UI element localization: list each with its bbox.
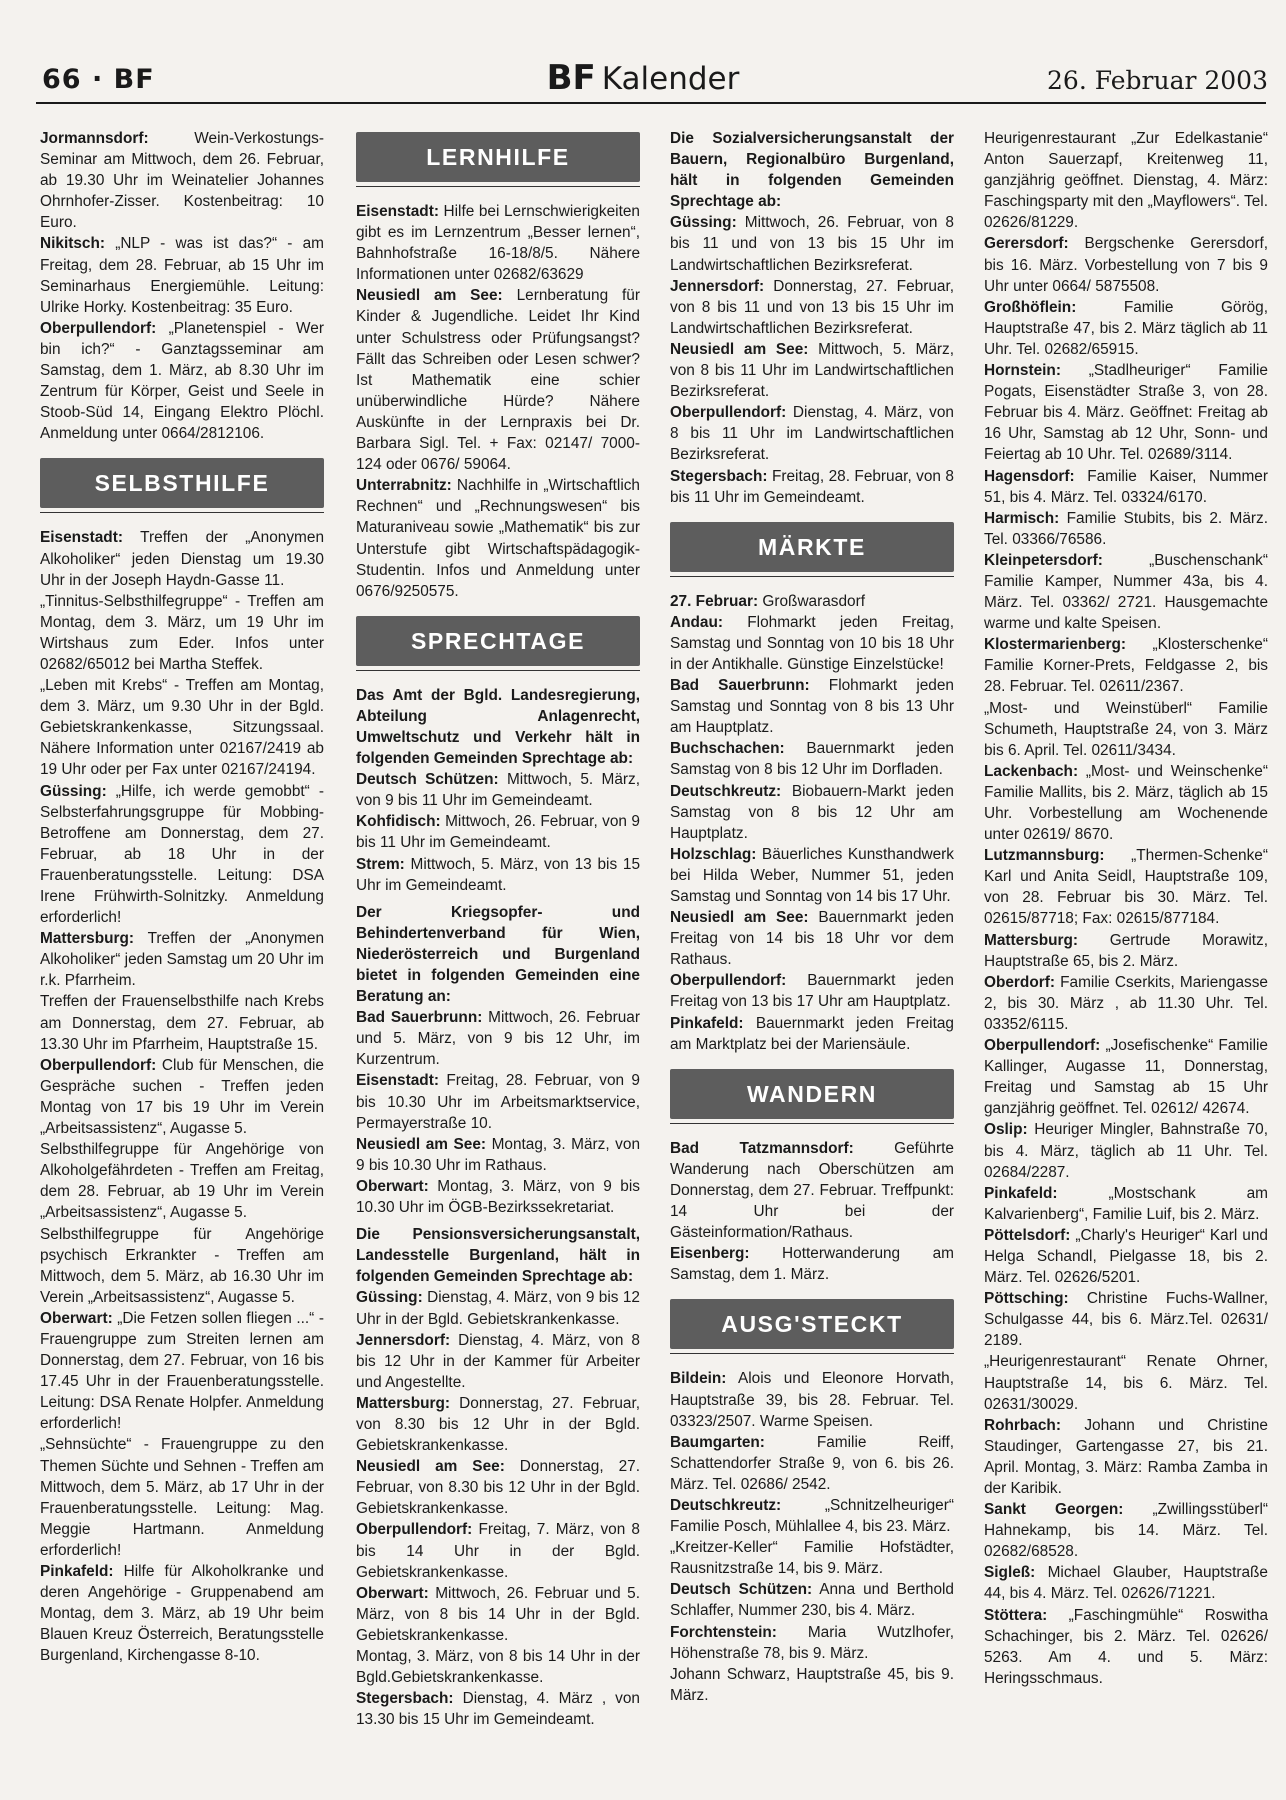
column-4 bbox=[984, 128, 1268, 1768]
entry bbox=[670, 612, 954, 675]
section-header-lernhilfe bbox=[356, 132, 640, 187]
entry bbox=[670, 1664, 954, 1706]
entry-place: Oslip: bbox=[984, 1121, 1028, 1139]
entry-place: Oberpullendorf: bbox=[984, 1037, 1101, 1055]
entry-place: Klostermarienberg: bbox=[984, 636, 1126, 654]
entry-place: Rohrbach: bbox=[984, 1416, 1061, 1434]
entry-place: Unterrabnitz: bbox=[356, 477, 452, 495]
entry bbox=[356, 201, 640, 285]
sprechtage-intro: Das Amt der Bgld. Landesregierung, Abteilung Anlagenrecht, Umweltschutz und Verkehr hält in folgenden Gemeinden Sprechtage ab: bbox=[356, 686, 640, 768]
entry bbox=[984, 1225, 1268, 1288]
section-rule bbox=[356, 186, 640, 187]
entry-place: Bad Tatzmannsdorf: bbox=[670, 1139, 854, 1157]
entry bbox=[356, 1330, 640, 1393]
entry bbox=[356, 1393, 640, 1456]
entry bbox=[670, 844, 954, 907]
entry bbox=[670, 970, 954, 1012]
entry bbox=[356, 1583, 640, 1646]
entry bbox=[984, 360, 1268, 465]
section-header-sprechtage bbox=[356, 616, 640, 671]
entry-place: Kleinpetersdorf: bbox=[984, 551, 1103, 569]
entry bbox=[984, 1288, 1268, 1351]
entry-text: „Die Fetzen sollen fliegen ...“ - Frauengruppe zum Streiten lernen am Donnerstag, dem 27. Februar, von 16 bis 17.45 Uhr in der Frauenberatungsstelle. Leitung: DSA Renate Holpfer. Anmeldung erforderlich! bbox=[40, 1309, 324, 1433]
entry bbox=[984, 128, 1268, 233]
entry-place: Oberpullendorf: bbox=[670, 972, 787, 990]
entry-place: Lackenbach: bbox=[984, 762, 1079, 780]
entry bbox=[40, 318, 324, 445]
column-1 bbox=[40, 128, 324, 1768]
entry-text: „Most- und Weinschenke“ Familie Mallits, bis 2. März, täglich ab 15 Uhr. Vorbestellung am Wochenende unter 02619/ 8670. bbox=[984, 762, 1268, 844]
entry-text: Dienstag, 4. März , von 13.30 bis 15 Uhr im Gemeindeamt. bbox=[356, 1690, 640, 1729]
entry bbox=[40, 1308, 324, 1435]
entry-place: Deutschkreutz: bbox=[670, 1496, 782, 1514]
entries-sprechtage-3 bbox=[356, 1287, 640, 1730]
entry-text: „Planetenspiel - Wer bin ich?“ - Ganztagsseminar am Samstag, dem 1. März, ab 8.30 Uhr im Zentrum für Körper, Geist und Seele in Stoob-Süd 14, Eingang Elektro Plöchl. Anmeldung unter 0664/2812106. bbox=[40, 319, 324, 443]
section-header-ausgsteckt bbox=[670, 1299, 954, 1354]
entry-text: Familie Görög, Hauptstraße 47, bis 2. März täglich ab 11 Uhr. Tel. 02682/65915. bbox=[984, 298, 1268, 358]
entry bbox=[670, 466, 954, 508]
entry-text: Hilfe bei Lernschwierigkeiten gibt es im Lernzentrum „Besser lernen“, Bahnhofstraße 16-18/8/5. Nähere Informationen unter 02682/63629 bbox=[356, 203, 640, 284]
entry-text: Christine Fuchs-Wallner, Schulgasse 44, bis 6. März.Tel. 02631/ 2189. bbox=[984, 1290, 1268, 1350]
entry-place: Eisenstadt: bbox=[356, 203, 439, 220]
entry-text: „Mostschank am Kalvarienberg“, Familie Luif, bis 2. März. bbox=[984, 1184, 1268, 1223]
entry bbox=[670, 276, 954, 339]
issue-date: 26. Februar 2003 bbox=[1047, 66, 1268, 95]
entry-place: Hagensdorf: bbox=[984, 467, 1075, 485]
entry-text: Bergschenke Gerersdorf, bis 16. März. Vorbestellung von 7 bis 9 Uhr unter 0664/ 5875508. bbox=[984, 235, 1268, 295]
entry-place: Neusiedl am See: bbox=[356, 287, 503, 305]
entry bbox=[356, 1134, 640, 1176]
entry-text: Michael Glauber, Hauptstraße 44, bis 4. März. Tel. 02626/71221. bbox=[984, 1564, 1268, 1603]
entry bbox=[670, 1368, 954, 1431]
page-number: 66 · BF bbox=[42, 64, 155, 95]
entry-text: „Faschingmühle“ Roswitha Schachinger, bis 2. März. Tel. 02626/ 5263. Am 4. und 5. März: Heringsschmaus. bbox=[984, 1606, 1268, 1687]
entry bbox=[984, 297, 1268, 360]
entry-text: Dienstag, 4. März, von 8 bis 11 Uhr im Landwirtschaftlichen Bezirksreferat. bbox=[670, 404, 954, 464]
sprechtage-intro: Die Sozialversicherungsanstalt der Bauern, Regionalbüro Burgenland, hält in folgenden Gemeinden Sprechtage ab: bbox=[670, 130, 954, 211]
title-text: Kalender bbox=[601, 61, 740, 97]
entry-place: Güssing: bbox=[40, 782, 107, 800]
entry-place: Oberwart: bbox=[356, 1177, 429, 1195]
entry-text: Donnerstag, 27. Februar, von 8.30 bis 12 Uhr in der Bgld. Gebietskrankenkasse. bbox=[356, 1394, 640, 1455]
entry-place: Buchschachen: bbox=[670, 740, 785, 758]
entry-text: Mittwoch, 26. Februar, von 9 bis 11 Uhr im Gemeindeamt. bbox=[356, 813, 640, 852]
entry bbox=[984, 634, 1268, 697]
entry bbox=[984, 550, 1268, 634]
entry-text: Treffen der „Anonymen Alkoholiker“ jeden Samstag um 20 Uhr im r.k. Pfarrheim. bbox=[40, 930, 324, 990]
entry-place: Jennersdorf: bbox=[670, 277, 765, 295]
entry-place: Hornstein: bbox=[984, 362, 1061, 380]
entry bbox=[40, 928, 324, 991]
entry bbox=[670, 1013, 954, 1055]
entry-text: Bauernmarkt jeden Freitag von 14 bis 18 Uhr vor dem Rathaus. bbox=[670, 909, 954, 969]
entry-text: Mittwoch, 26. Februar und 5. März, von 9 bis 12 Uhr, im Kurzentrum. bbox=[356, 1009, 640, 1069]
section-title: LERNHILFE bbox=[356, 132, 640, 182]
entries-ausgsteckt-b bbox=[984, 128, 1268, 1689]
entry bbox=[984, 1499, 1268, 1562]
section-rule bbox=[356, 670, 640, 671]
entry-text: „Tinnitus-Selbsthilfegruppe“ - Treffen am Montag, dem 3. März, um 19 Uhr im Wirtshaus zum Eder. Infos unter 02682/65012 bei Martha Steffek. bbox=[40, 592, 324, 673]
entry-text: Donnerstag, 27. Februar, von 8 bis 11 und von 13 bis 15 Uhr im Landwirtschaftlichen Bezirksreferat. bbox=[670, 277, 954, 337]
entry bbox=[356, 1070, 640, 1133]
entry bbox=[670, 781, 954, 844]
entry-place: Bad Sauerbrunn: bbox=[356, 1009, 483, 1027]
entry-text: „Josefischenke“ Familie Kallinger, Augasse 11, Donnerstag, Freitag und Samstag ab 15 Uhr ganzjährig geöffnet. Tel. 02612/ 42674. bbox=[984, 1037, 1268, 1118]
entry-place: Eisenstadt: bbox=[356, 1072, 439, 1090]
entry-text: „Kreitzer-Keller“ Familie Hofstädter, Rausnitzstraße 14, bis 9. März. bbox=[670, 1539, 954, 1578]
entry-text: „Leben mit Krebs“ - Treffen am Montag, dem 3. März, um 9.30 Uhr in der Bgld. Gebietskrankenkasse, Sitzungssaal. Nähere Information unter 02167/2419 ab 19 Uhr oder per Fax unter 02167/24194. bbox=[40, 677, 324, 779]
entry-place: Stöttera: bbox=[984, 1606, 1048, 1624]
entry bbox=[40, 1434, 324, 1561]
entry-text: Flohmarkt jeden Freitag, Samstag und Sonntag von 10 bis 18 Uhr in der Antikhalle. Günstige Einzelstücke! bbox=[670, 613, 954, 673]
entry bbox=[40, 1055, 324, 1139]
entry-place: Oberwart: bbox=[40, 1309, 113, 1327]
entry bbox=[356, 811, 640, 853]
entry-text: „Stadlheuriger“ Familie Pogats, Eisenstädter Straße 3, von 28. Februar bis 4. März. Geöffnet: Freitag ab 16 Uhr, Samstag ab 12 Uhr, Sonn- und Feiertag ab 10 Uhr. Tel. 02689/3114. bbox=[984, 362, 1268, 464]
entry bbox=[356, 1287, 640, 1329]
brand-logo: BF bbox=[546, 58, 596, 98]
entries-sprechtage-1 bbox=[356, 769, 640, 896]
entry-text: Bäuerliches Kunsthandwerk bei Hilda Weber, Nummer 51, jeden Samstag und Sonntag von 14 bis 17 Uhr. bbox=[670, 845, 954, 905]
entry-text: Gertrude Morawitz, Hauptstraße 65, bis 2. März. bbox=[984, 931, 1268, 970]
entry-place: Mattersburg: bbox=[984, 931, 1079, 949]
entry-text: Freitag, 28. Februar, von 8 bis 11 Uhr im Gemeindeamt. bbox=[670, 467, 954, 506]
entry-text: Montag, 3. März, von 9 bis 10.30 Uhr im ÖGB-Bezirkssekretariat. bbox=[356, 1177, 640, 1217]
section-header-wandern bbox=[670, 1069, 954, 1124]
entry-place: Großhöflein: bbox=[984, 298, 1077, 316]
entry-text: Freitag, 7. März, von 8 bis 14 Uhr in der Bgld. Gebietskrankenkasse. bbox=[356, 1521, 640, 1581]
entry-place: Oberpullendorf: bbox=[670, 404, 787, 422]
entry-text: Heuriger Mingler, Bahnstraße 70, bis 4. März, täglich ab 11 Uhr. Tel. 02684/2287. bbox=[984, 1121, 1268, 1181]
entries-sprechtage-4 bbox=[670, 212, 954, 507]
section-title: SPRECHTAGE bbox=[356, 616, 640, 666]
entry-text: Heurigenrestaurant „Zur Edelkastanie“ Anton Sauerzapf, Kreitenweg 11, ganzjährig geöffnet. Dienstag, 4. März: Faschingsparty mit den „Mayflowers“. Tel. 02626/81229. bbox=[984, 130, 1268, 232]
entry-place: Sigleß: bbox=[984, 1564, 1036, 1582]
entry bbox=[670, 212, 954, 275]
entry-place: Jennersdorf: bbox=[356, 1331, 451, 1349]
entry bbox=[984, 845, 1268, 929]
section-rule bbox=[670, 576, 954, 577]
entry-place: Pinkafeld: bbox=[984, 1184, 1058, 1202]
entry-text: Hilfe für Alkoholkranke und deren Angehörige - Gruppenabend am Montag, dem 3. März, ab 19 Uhr beim Blauen Kreuz Österreich, Beratungsstelle Burgenland, Kirchengasse 8-10. bbox=[40, 1563, 324, 1665]
entry bbox=[670, 738, 954, 780]
entry bbox=[984, 1119, 1268, 1182]
entry-text: Freitag, 28. Februar, von 9 bis 10.30 Uhr im Arbeitsmarktservice, Permayerstraße 10. bbox=[356, 1072, 640, 1132]
entries-selbsthilfe bbox=[40, 527, 324, 1666]
entry-text: Mittwoch, 5. März, von 13 bis 15 Uhr im Gemeindeamt. bbox=[356, 855, 640, 894]
entry-place: Eisenberg: bbox=[670, 1245, 750, 1263]
entry-place: Oberwart: bbox=[356, 1584, 429, 1602]
entry-text: Johann Schwarz, Hauptstraße 45, bis 9. März. bbox=[670, 1665, 954, 1704]
entry-text: Hotterwanderung am Samstag, dem 1. März. bbox=[670, 1245, 954, 1284]
entry-place: Holzschlag: bbox=[670, 845, 757, 863]
entry bbox=[984, 1351, 1268, 1414]
entry-place: Strem: bbox=[356, 855, 405, 873]
entry bbox=[670, 1537, 954, 1579]
entry bbox=[670, 1622, 954, 1664]
entry-text: Bauernmarkt jeden Freitag von 13 bis 17 Uhr am Hauptplatz. bbox=[670, 972, 954, 1011]
entries-maerkte bbox=[670, 591, 954, 1055]
entry bbox=[984, 1562, 1268, 1604]
entry-text: „Charly's Heuriger“ Karl und Helga Schandl, Pielgasse 18, bis 2. März. Tel. 02626/5201. bbox=[984, 1226, 1268, 1287]
entry-place: Oberpullendorf: bbox=[40, 1056, 157, 1074]
entry-text: Familie Cserkits, Mariengasse 2, bis 30. März , ab 11.30 Uhr. Tel. 03352/6115. bbox=[984, 973, 1268, 1033]
entry bbox=[356, 1688, 640, 1730]
entry bbox=[40, 1224, 324, 1308]
entry-place: Neusiedl am See: bbox=[356, 1458, 505, 1476]
entry-text: Mittwoch, 5. März, von 8 bis 11 Uhr im Landwirtschaftlichen Bezirksreferat. bbox=[670, 340, 954, 401]
section-rule bbox=[670, 1123, 954, 1124]
entry-text: Treffen der Frauenselbsthilfe nach Krebs am Donnerstag, dem 27. Februar, ab 13.30 Uhr im Pfarrheim, Hauptstraße 15. bbox=[40, 993, 324, 1053]
entry-text: Donnerstag, 27. Februar, von 8.30 bis 12 Uhr in der Bgld. Gebietskrankenkasse. bbox=[356, 1458, 640, 1518]
entry-text: Treffen der „Anonymen Alkoholiker“ jeden Dienstag um 19.30 Uhr in der Joseph Haydn-Gasse 11. bbox=[40, 529, 324, 589]
entry-text: Selbsthilfegruppe für Angehörige psychisch Erkrankter - Treffen am Mittwoch, dem 5. März, ab 16.30 Uhr im Verein „Arbeitsassistenz“, Augasse 5. bbox=[40, 1225, 324, 1306]
entry-text: Großwarasdorf bbox=[758, 592, 866, 610]
entry-text: „NLP - was ist das?“ - am Freitag, dem 28. Februar, ab 15 Uhr im Seminarhaus Energiemühle. Leitung: Ulrike Horky. Kostenbeitrag: 35 Euro. bbox=[40, 235, 324, 316]
header-rule bbox=[36, 102, 1266, 104]
sprechtage-intro: Der Kriegsopfer- und Behindertenverband für Wien, Niederösterreich und Burgenland bietet in folgenden Gemeinden eine Beratung an: bbox=[356, 903, 640, 1006]
entry-place: Güssing: bbox=[670, 214, 737, 232]
entry-text: Selbsthilfegruppe für Angehörige von Alkoholgefährdeten - Treffen am Freitag, dem 28. Februar, ab 19 Uhr im Verein „Arbeitsassistenz“, Augasse 5. bbox=[40, 1141, 324, 1222]
entry bbox=[40, 233, 324, 317]
entry bbox=[984, 233, 1268, 296]
entry-place: Andau: bbox=[670, 613, 724, 631]
entry bbox=[356, 1519, 640, 1582]
entry-text: Biobauern-Markt jeden Samstag von 8 bis 12 Uhr am Hauptplatz. bbox=[670, 782, 954, 842]
entry-place: Neusiedl am See: bbox=[670, 909, 809, 927]
entry bbox=[670, 1432, 954, 1495]
entry bbox=[40, 781, 324, 929]
section-rule bbox=[670, 1353, 954, 1354]
entry-text: Dienstag, 4. März, von 8 bis 12 Uhr in der Kammer für Arbeiter und Angestellte. bbox=[356, 1331, 640, 1391]
entry bbox=[356, 1456, 640, 1519]
entry-text: „Most- und Weinstüberl“ Familie Schumeth, Hauptstraße 24, von 3. März bis 6. April. Tel. 02611/3434. bbox=[984, 699, 1268, 759]
entry-text: Maria Wutzlhofer, Höhenstraße 78, bis 9. März. bbox=[670, 1623, 954, 1662]
entry bbox=[670, 907, 954, 970]
entry-place: Forchtenstein: bbox=[670, 1623, 777, 1641]
entry-place: Stegersbach: bbox=[670, 467, 768, 485]
section-title: AUSG'STECKT bbox=[670, 1299, 954, 1349]
entry bbox=[670, 1138, 954, 1243]
entry-place: Sankt Georgen: bbox=[984, 1501, 1124, 1519]
entry bbox=[40, 591, 324, 675]
entry bbox=[670, 591, 954, 612]
entry-text: Montag, 3. März, von 8 bis 14 Uhr in der Bgld.Gebietskrankenkasse. bbox=[356, 1648, 640, 1687]
entry-text: Club für Menschen, die Gespräche suchen - Treffen jeden Montag von 17 bis 19 Uhr im Verein „Arbeitsassistenz“, Augasse 5. bbox=[40, 1056, 324, 1138]
entry bbox=[356, 1007, 640, 1070]
column-2 bbox=[356, 128, 640, 1768]
entry bbox=[670, 1579, 954, 1621]
entry-text: „Zwillingsstüberl“ Hahnekamp, bis 14. März. Tel. 02682/68528. bbox=[984, 1501, 1268, 1561]
entry bbox=[670, 402, 954, 465]
entries-ausgsteckt-a bbox=[670, 1368, 954, 1706]
entry-place: Neusiedl am See: bbox=[356, 1135, 487, 1153]
entry-place: Pöttsching: bbox=[984, 1290, 1069, 1308]
entry-text: Dienstag, 4. März, von 9 bis 12 Uhr in der Bgld. Gebietskrankenkasse. bbox=[356, 1289, 640, 1328]
entry-place: Güssing: bbox=[356, 1289, 423, 1307]
entries-sprechtage-2 bbox=[356, 1007, 640, 1218]
entries-seminare bbox=[40, 128, 324, 444]
entry-place: Oberpullendorf: bbox=[40, 319, 157, 337]
entry bbox=[984, 1183, 1268, 1225]
entry-place: Stegersbach: bbox=[356, 1690, 454, 1708]
entry-place: Oberdorf: bbox=[984, 973, 1055, 991]
entry-place: Nikitsch: bbox=[40, 235, 105, 253]
entry-text: Alois und Eleonore Horvath, Hauptstraße 39, bis 28. Februar. Tel. 03323/2507. Warme Speisen. bbox=[670, 1370, 954, 1430]
entry-place: Lutzmannsburg: bbox=[984, 847, 1105, 865]
entry bbox=[984, 972, 1268, 1035]
entry-text: „Sehnsüchte“ - Frauengruppe zu den Themen Süchte und Sehnen - Treffen am Mittwoch, dem 5. März, ab 17 Uhr in der Frauenberatungsstelle. Leitung: Mag. Meggie Hartmann. Anmeldung erforderlich! bbox=[40, 1436, 324, 1559]
entry bbox=[356, 854, 640, 896]
entry-text: „Schnitzelheuriger“ Familie Posch, Mühlallee 4, bis 23. März. bbox=[670, 1496, 954, 1536]
entry-text: „Buschenschank“ Familie Kamper, Nummer 43a, bis 4. März. Tel. 03362/ 2721. Hausgemachte warme und kalte Speisen. bbox=[984, 551, 1268, 633]
entry-place: Jormannsdorf: bbox=[40, 130, 149, 147]
entry bbox=[984, 761, 1268, 845]
page-header bbox=[0, 0, 1286, 118]
entry-place: 27. Februar: bbox=[670, 592, 759, 610]
entry-place: Mattersburg: bbox=[356, 1394, 451, 1412]
section-rule bbox=[40, 512, 324, 513]
entry-text: Lernberatung für Kinder & Jugendliche. Leidet Ihr Kind unter Schulstress oder Prüfungsangst? Fällt das Schreiben oder Lesen schwer? Ist Mathematik eine schier unüberwindliche Hürde? Nähere Auskünfte in der Lernpraxis bei Dr. Barbara Sigl. Tel. + Fax: 02147/ 7000-124 oder 0676/ 59064. bbox=[356, 287, 640, 474]
entry-place: Mattersburg: bbox=[40, 930, 135, 948]
entry bbox=[984, 1605, 1268, 1689]
entry bbox=[40, 527, 324, 590]
entry bbox=[670, 1495, 954, 1537]
section-header-selbsthilfe bbox=[40, 458, 324, 513]
entry-place: Pöttelsdorf: bbox=[984, 1226, 1071, 1244]
entry-text: Mittwoch, 26. Februar, von 8 bis 11 und von 13 bis 15 Uhr im Landwirtschaftlichen Bezirksreferat. bbox=[670, 214, 954, 274]
entries-wandern bbox=[670, 1138, 954, 1286]
entry bbox=[40, 1139, 324, 1223]
entry bbox=[984, 1415, 1268, 1499]
entry bbox=[984, 466, 1268, 508]
entry-place: Deutschkreutz: bbox=[670, 782, 782, 800]
entry bbox=[356, 1176, 640, 1218]
entry-text: Geführte Wanderung nach Oberschützen am Donnerstag, dem 27. Februar. Treffpunkt: 14 Uhr bei der Gästeinformation/Rathaus. bbox=[670, 1139, 954, 1242]
section-title: WANDERN bbox=[670, 1069, 954, 1119]
entry bbox=[40, 675, 324, 780]
entry-text: Bauernmarkt jeden Samstag von 8 bis 12 Uhr im Dorfladen. bbox=[670, 740, 954, 779]
entry bbox=[40, 1561, 324, 1666]
entry bbox=[356, 1646, 640, 1688]
entry-place: Eisenstadt: bbox=[40, 529, 123, 547]
entry bbox=[356, 769, 640, 811]
entry-place: Pinkafeld: bbox=[670, 1014, 744, 1032]
entry-text: Wein-Verkostungs-Seminar am Mittwoch, dem 26. Februar, ab 19.30 Uhr im Weinatelier Johannes Ohrnhofer-Zisser. Kostenbeitrag: 10 Euro. bbox=[40, 130, 324, 232]
entry-place: Deutsch Schützen: bbox=[356, 771, 499, 789]
entry-place: Deutsch Schützen: bbox=[670, 1581, 813, 1599]
entry-place: Baumgarten: bbox=[670, 1433, 765, 1451]
entry bbox=[670, 339, 954, 402]
entry-text: Johann und Christine Staudinger, Gartengasse 27, bis 21. April. Montag, 3. März: Ramba Zamba in der Karibik. bbox=[984, 1416, 1268, 1497]
entry-text: Flohmarkt jeden Samstag und Sonntag von 8 bis 13 Uhr am Hauptplatz. bbox=[670, 677, 954, 737]
entry-place: Bad Sauerbrunn: bbox=[670, 677, 810, 695]
entry-text: Familie Stubits, bis 2. März. Tel. 03366/76586. bbox=[984, 509, 1268, 548]
entry-text: Familie Reiff, Schattendorfer Straße 9, von 6. bis 26. März. Tel. 02686/ 2542. bbox=[670, 1433, 954, 1493]
entry-text: „Klosterschenke“ Familie Korner-Prets, Feldgasse 2, bis 28. Februar. Tel. 02611/2367. bbox=[984, 636, 1268, 696]
entry-text: Anna und Berthold Schlaffer, Nummer 230, bis 4. März. bbox=[670, 1581, 954, 1620]
entry-text: Montag, 3. März, von 9 bis 10.30 Uhr im Rathaus. bbox=[356, 1135, 640, 1174]
entry-text: Mittwoch, 26. Februar und 5. März, von 8 bis 14 Uhr in der Bgld. Gebietskrankenkasse. bbox=[356, 1584, 640, 1644]
section-title: SELBSTHILFE bbox=[40, 458, 324, 508]
entry-text: „Thermen-Schenke“ Karl und Anita Seidl, Hauptstraße 109, von 28. Februar bis 30. März. Tel. 02615/87718; Fax: 02615/877184. bbox=[984, 847, 1268, 928]
column-3 bbox=[670, 128, 954, 1768]
entry bbox=[984, 508, 1268, 550]
entries-lernhilfe bbox=[356, 201, 640, 602]
sprechtage-intro: Die Pensionsversicherungsanstalt, Landesstelle Burgenland, hält in folgenden Gemeinden Sprechtage ab: bbox=[356, 1226, 640, 1286]
entry bbox=[356, 285, 640, 475]
entry-text: Mittwoch, 5. März, von 9 bis 11 Uhr im Gemeindeamt. bbox=[356, 771, 640, 810]
entry bbox=[984, 698, 1268, 761]
entry-place: Pinkafeld: bbox=[40, 1563, 114, 1580]
entry bbox=[40, 128, 324, 233]
entry bbox=[670, 1243, 954, 1285]
entry-place: Gerersdorf: bbox=[984, 235, 1069, 253]
entry-text: Nachhilfe in „Wirtschaftlich Rechnen“ und „Rechnungswesen“ bis Maturaniveau sowie „Mathematik“ bis zur Unterstufe gibt Wirtschaftspädagogik-Studentin. Infos und Anmeldung unter 0676/9250575. bbox=[356, 477, 640, 600]
entry-place: Bildein: bbox=[670, 1370, 727, 1388]
entry bbox=[356, 475, 640, 602]
entry-text: Familie Kaiser, Nummer 51, bis 4. März. Tel. 03324/6170. bbox=[984, 467, 1268, 506]
entry-place: Harmisch: bbox=[984, 509, 1060, 527]
entry-place: Neusiedl am See: bbox=[670, 340, 809, 358]
entry bbox=[984, 930, 1268, 972]
entry bbox=[670, 675, 954, 738]
entry-text: Bauernmarkt jeden Freitag am Marktplatz bei der Mariensäule. bbox=[670, 1014, 954, 1053]
entry-text: „Heurigenrestaurant“ Renate Ohrner, Hauptstraße 14, bis 6. März. Tel. 02631/30029. bbox=[984, 1353, 1268, 1413]
entry-place: Oberpullendorf: bbox=[356, 1521, 473, 1539]
entry bbox=[984, 1035, 1268, 1119]
entry-place: Kohfidisch: bbox=[356, 813, 441, 831]
section-header-maerkte bbox=[670, 522, 954, 577]
entry bbox=[40, 991, 324, 1054]
entry-text: „Hilfe, ich werde gemobbt“ - Selbsterfahrungsgruppe für Mobbing-Betroffene am Donnerstag, dem 27. Februar, ab 18 Uhr in der Frauenberatungsstelle. Leitung: DSA Irene Frühwirth-Solnitzky. Anmeldung erforderlich! bbox=[40, 782, 324, 927]
section-title: MÄRKTE bbox=[670, 522, 954, 572]
